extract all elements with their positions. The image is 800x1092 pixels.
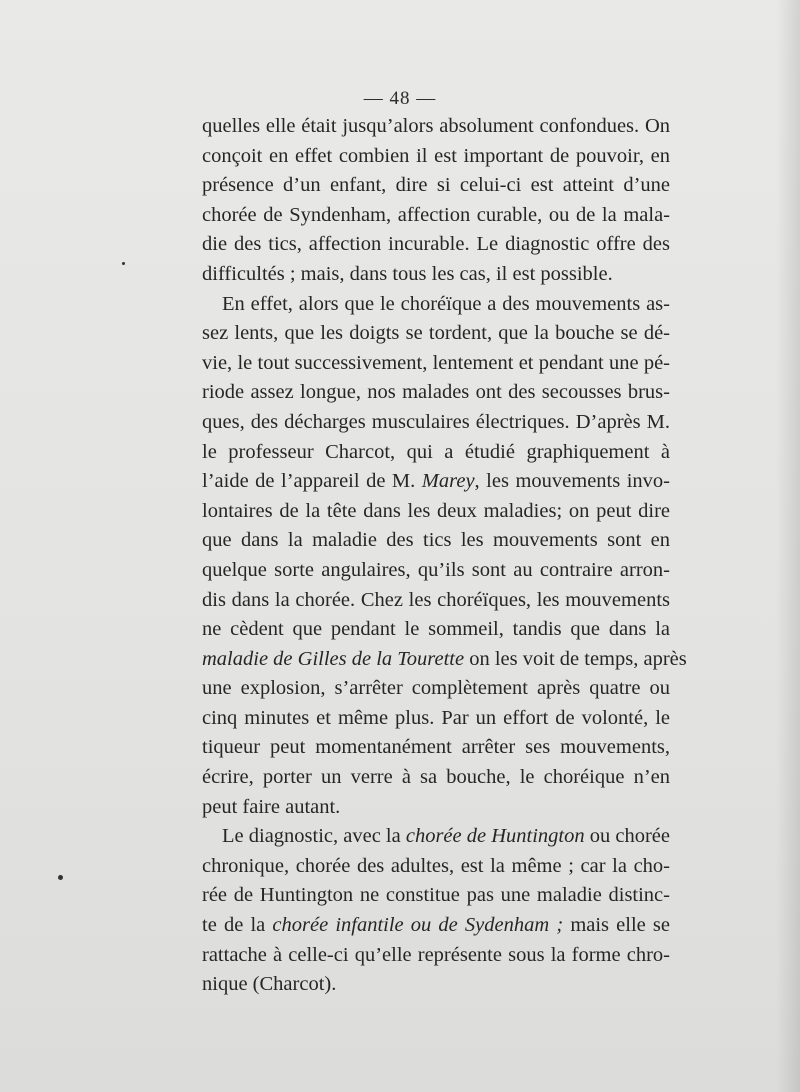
text-line: peut faire autant. [202, 795, 341, 818]
text-line: présence d’un enfant, dire si celui-ci est atteint d’une [202, 174, 670, 197]
text-line: rée de Huntington ne constitue pas une maladie distinc- [202, 884, 670, 907]
text-line: difficultés ; mais, dans tous les cas, il est possible. [202, 262, 613, 285]
text-line: rattache à celle-ci qu’elle représente sous la forme chro- [202, 943, 670, 966]
text-line: riode assez longue, nos malades ont des secousses brus- [202, 381, 670, 404]
disease-title-italic: maladie de Gilles de la Tourette [202, 647, 465, 670]
text-line: le professeur Charcot, qui a étudié graphiquement à [202, 440, 670, 463]
ink-speck [58, 875, 63, 880]
text-line: conçoit en effet combien il est important de pouvoir, en [202, 144, 670, 167]
disease-title-italic: chorée infantile ou de Sydenham ; [272, 914, 564, 937]
text-line: chronique, chorée des adultes, est la même ; car la cho- [202, 854, 670, 877]
text-line [202, 645, 687, 675]
body-text [202, 112, 687, 1000]
text-segment: l’aide de l’appareil de M. [202, 470, 422, 493]
text-line: sez lents, que les doigts se tordent, que la bouche se dé- [202, 322, 670, 345]
text-line: chorée de Syndenham, affection curable, ou de la mala- [202, 203, 670, 226]
text-line: En effet, alors que le choréïque a des mouvements as- [222, 292, 670, 315]
text-segment: te de la [202, 914, 273, 937]
text-line [202, 467, 670, 497]
text-segment: ou chorée [584, 825, 670, 848]
text-segment: , les mouvements invo- [474, 470, 670, 493]
text-segment: Le diagnostic, avec la [222, 825, 406, 848]
text-line: quelque sorte angulaires, qu’ils sont au contraire arron- [202, 558, 670, 581]
person-name-italic: Marey [421, 470, 475, 493]
text-line: vie, le tout successivement, lentement et pendant une pé- [202, 351, 670, 374]
text-line: une explosion, s’arrêter complètement après quatre ou [202, 677, 670, 700]
page-number: — 48 — [363, 88, 437, 109]
text-line: die des tics, affection incurable. Le diagnostic offre des [202, 233, 670, 256]
text-line: quelles elle était jusqu’alors absolument confondues. On [202, 115, 670, 137]
text-line: nique (Charcot). [202, 973, 337, 996]
text-line: dis dans la chorée. Chez les choréïques, les mouvements [202, 588, 670, 611]
disease-title-italic: chorée de Huntington [405, 825, 585, 848]
text-line: tiqueur peut momentanément arrêter ses mouvements, [202, 736, 670, 759]
text-line: que dans la maladie des tics les mouvements sont en [202, 529, 670, 552]
text-line: cinq minutes et même plus. Par un effort de volonté, le [202, 706, 670, 729]
text-line [202, 911, 670, 941]
text-line: ques, des décharges musculaires électriques. D’après M. [202, 410, 670, 433]
text-line: écrire, porter un verre à sa bouche, le choréique n’en [202, 766, 670, 789]
text-segment: mais elle se [563, 914, 670, 937]
text-line: ne cèdent que pendant le sommeil, tandis que dans la [202, 618, 670, 641]
text-segment: on les voit de temps, après [464, 647, 687, 670]
text-line: lontaires de la tête dans les deux maladies; on peut dire [202, 499, 670, 522]
ink-speck [122, 262, 125, 265]
text-line [202, 822, 670, 852]
